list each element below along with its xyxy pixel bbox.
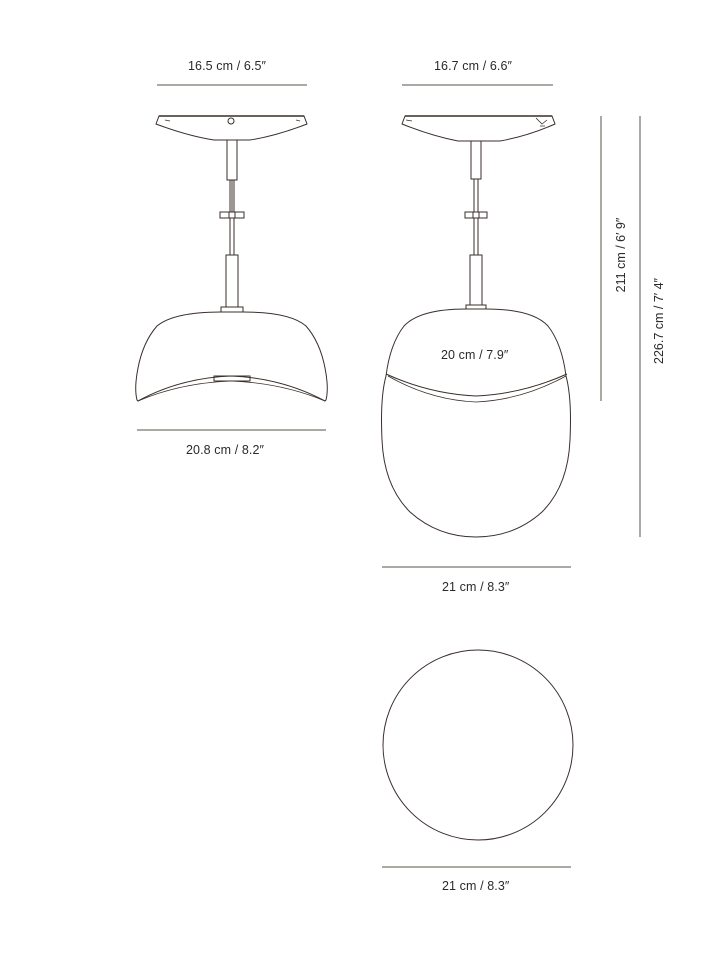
front-canopy-width-label: 16.5 cm / 6.5″ <box>188 59 267 73</box>
side-opening-width-label: 20 cm / 7.9″ <box>441 348 509 362</box>
height-max-label: 226.7 cm / 7′ 4″ <box>652 278 666 364</box>
front-stem-lower <box>226 255 238 307</box>
front-canopy-screw <box>228 118 234 124</box>
front-collar <box>221 307 243 312</box>
front-shade <box>136 312 328 401</box>
front-shade-width-label: 20.8 cm / 8.2″ <box>186 443 265 457</box>
side-shade-body <box>382 309 571 537</box>
front-stem-connector <box>220 212 244 218</box>
top-view-shade <box>383 650 573 840</box>
side-view-lamp <box>382 116 571 537</box>
side-stem-upper <box>471 141 481 179</box>
side-canopy-width-label: 16.7 cm / 6.6″ <box>434 59 513 73</box>
height-min-label: 211 cm / 6′ 9″ <box>614 217 628 293</box>
side-canopy <box>402 116 555 141</box>
side-stem-connector <box>465 212 487 218</box>
front-canopy <box>156 116 307 140</box>
top-shade-diameter-label: 21 cm / 8.3″ <box>442 879 510 893</box>
front-view-lamp <box>136 116 328 401</box>
side-stem-lower <box>470 255 482 305</box>
side-opening-rim <box>386 374 567 396</box>
side-collar <box>466 305 486 309</box>
front-stem-upper <box>227 140 237 180</box>
side-shade-width-label: 21 cm / 8.3″ <box>442 580 510 594</box>
